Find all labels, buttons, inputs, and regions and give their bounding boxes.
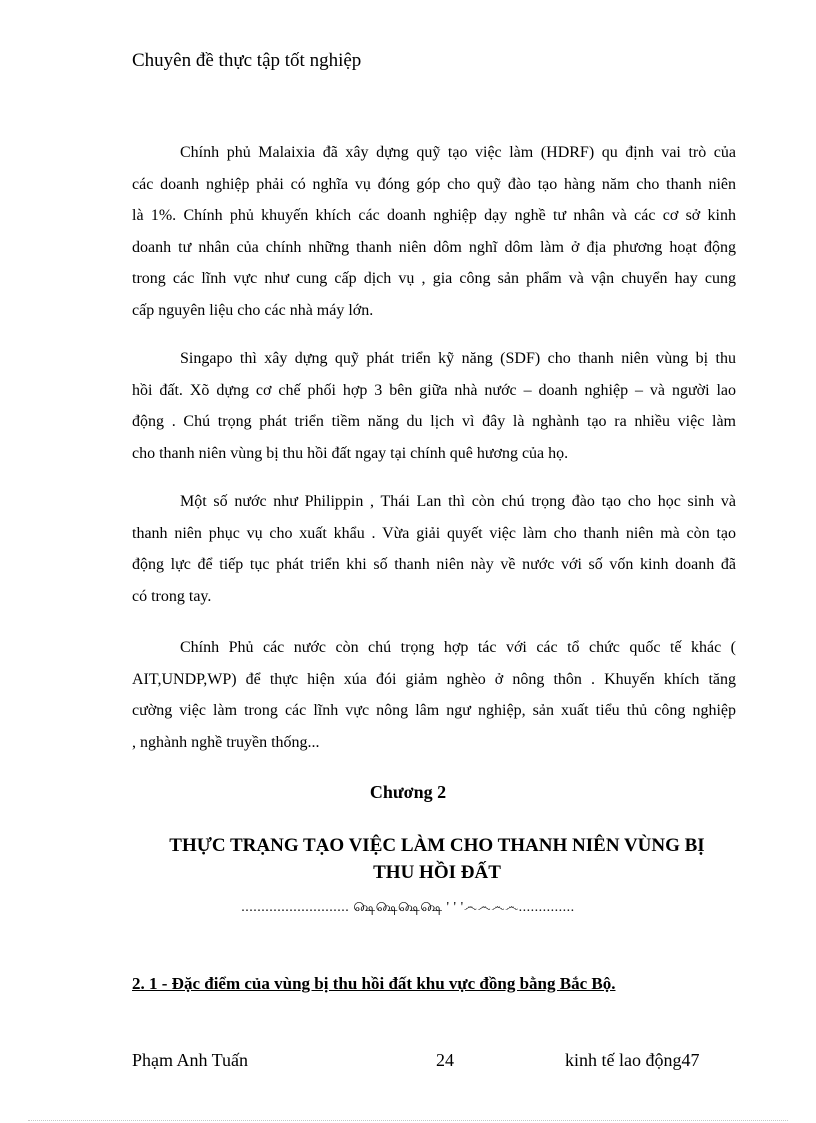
paragraph-international-cooperation — [132, 632, 736, 758]
paragraph-line: , nghành nghề truyền thống... — [132, 733, 320, 751]
paragraph-philippines-thailand — [132, 486, 736, 612]
paragraph-line: Chính phủ Malaixia đã xây dựng quỹ tạo việc làm (HDRF) qu định vai trò của — [180, 144, 736, 161]
paragraph-malaysia — [132, 137, 736, 326]
paragraph-line: AIT,UNDP,WP) để thực hiện xúa đói giảm nghèo ở nông thôn . Khuyến khích tăng — [132, 670, 736, 688]
paragraph-line: động lực để tiếp tục phát triển khi số thanh niên này về nước với số vốn kinh doanh đã — [132, 556, 736, 573]
section-heading: 2. 1 - Đặc điểm của vùng bị thu hồi đất khu vực đồng bằng Bắc Bộ. — [132, 974, 616, 993]
chapter-title-line: THỰC TRẠNG TẠO VIỆC LÀM CHO THANH NIÊN VÙNG BỊ — [169, 835, 705, 856]
page-header: Chuyên đề thực tập tốt nghiệp — [132, 50, 362, 71]
paragraph-line: cấp nguyên liệu cho các nhà máy lớn. — [132, 301, 374, 319]
paragraph-singapore — [132, 343, 736, 469]
paragraph-line: là 1%. Chính phủ khuyến khích các doanh nghiệp dạy nghề tư nhân và các cơ sở kinh — [132, 207, 736, 224]
chapter-label: Chương 2 — [369, 782, 447, 802]
paragraph-line: các doanh nghiệp phải có nghĩa vụ đóng góp cho quỹ đào tạo hàng năm cho thanh niên — [132, 175, 736, 193]
paragraph-line: cường việc làm trong các lĩnh vực nông lâm ngư nghiệp, sản xuất tiểu thủ công nghiệp — [132, 702, 736, 719]
page-number: 24 — [436, 1050, 454, 1070]
paragraph-line: hồi đất. Xõ dựng cơ chế phối hợp 3 bên giữa nhà nước – doanh nghiệp – và người lao — [132, 381, 736, 399]
footer-author: Phạm Anh Tuấn — [132, 1050, 249, 1070]
decorative-divider: ........................... ௸௸௸௸ ' ' '෴෴෴෴.............. — [241, 900, 575, 915]
footer-class-name: kinh tế lao động47 — [565, 1050, 700, 1070]
paragraph-line: Chính Phủ các nước còn chú trọng hợp tác với các tổ chức quốc tế khác ( — [180, 639, 736, 656]
paragraph-line: doanh tư nhân của chính những thanh niên dôm nghĩ dôm làm ở địa phương hoạt động — [132, 238, 736, 256]
chapter-title — [132, 832, 742, 886]
page-bottom-divider — [28, 1120, 788, 1121]
paragraph-line: có trong tay. — [132, 587, 212, 605]
paragraph-line: động . Chú trọng phát triển tiềm năng du lịch vì đây là nghành tạo ra nhiều việc làm — [132, 413, 736, 430]
paragraph-line: thanh niên phục vụ cho xuất khẩu . Vừa giải quyết việc làm cho thanh niên mà còn tạo — [132, 524, 736, 542]
paragraph-line: Singapo thì xây dựng quỹ phát triển kỹ năng (SDF) cho thanh niên vùng bị thu — [180, 350, 736, 367]
paragraph-line: Một số nước như Philippin , Thái Lan thì còn chú trọng đào tạo cho học sinh và — [180, 493, 736, 510]
paragraph-line: cho thanh niên vùng bị thu hồi đất ngay tại chính quê hương của họ. — [132, 444, 569, 462]
chapter-title-line: THU HỒI ĐẤT — [373, 862, 501, 883]
paragraph-line: trong các lĩnh vực như cung cấp dịch vụ , gia công sản phẩm và vận chuyển hay cung — [132, 270, 736, 287]
